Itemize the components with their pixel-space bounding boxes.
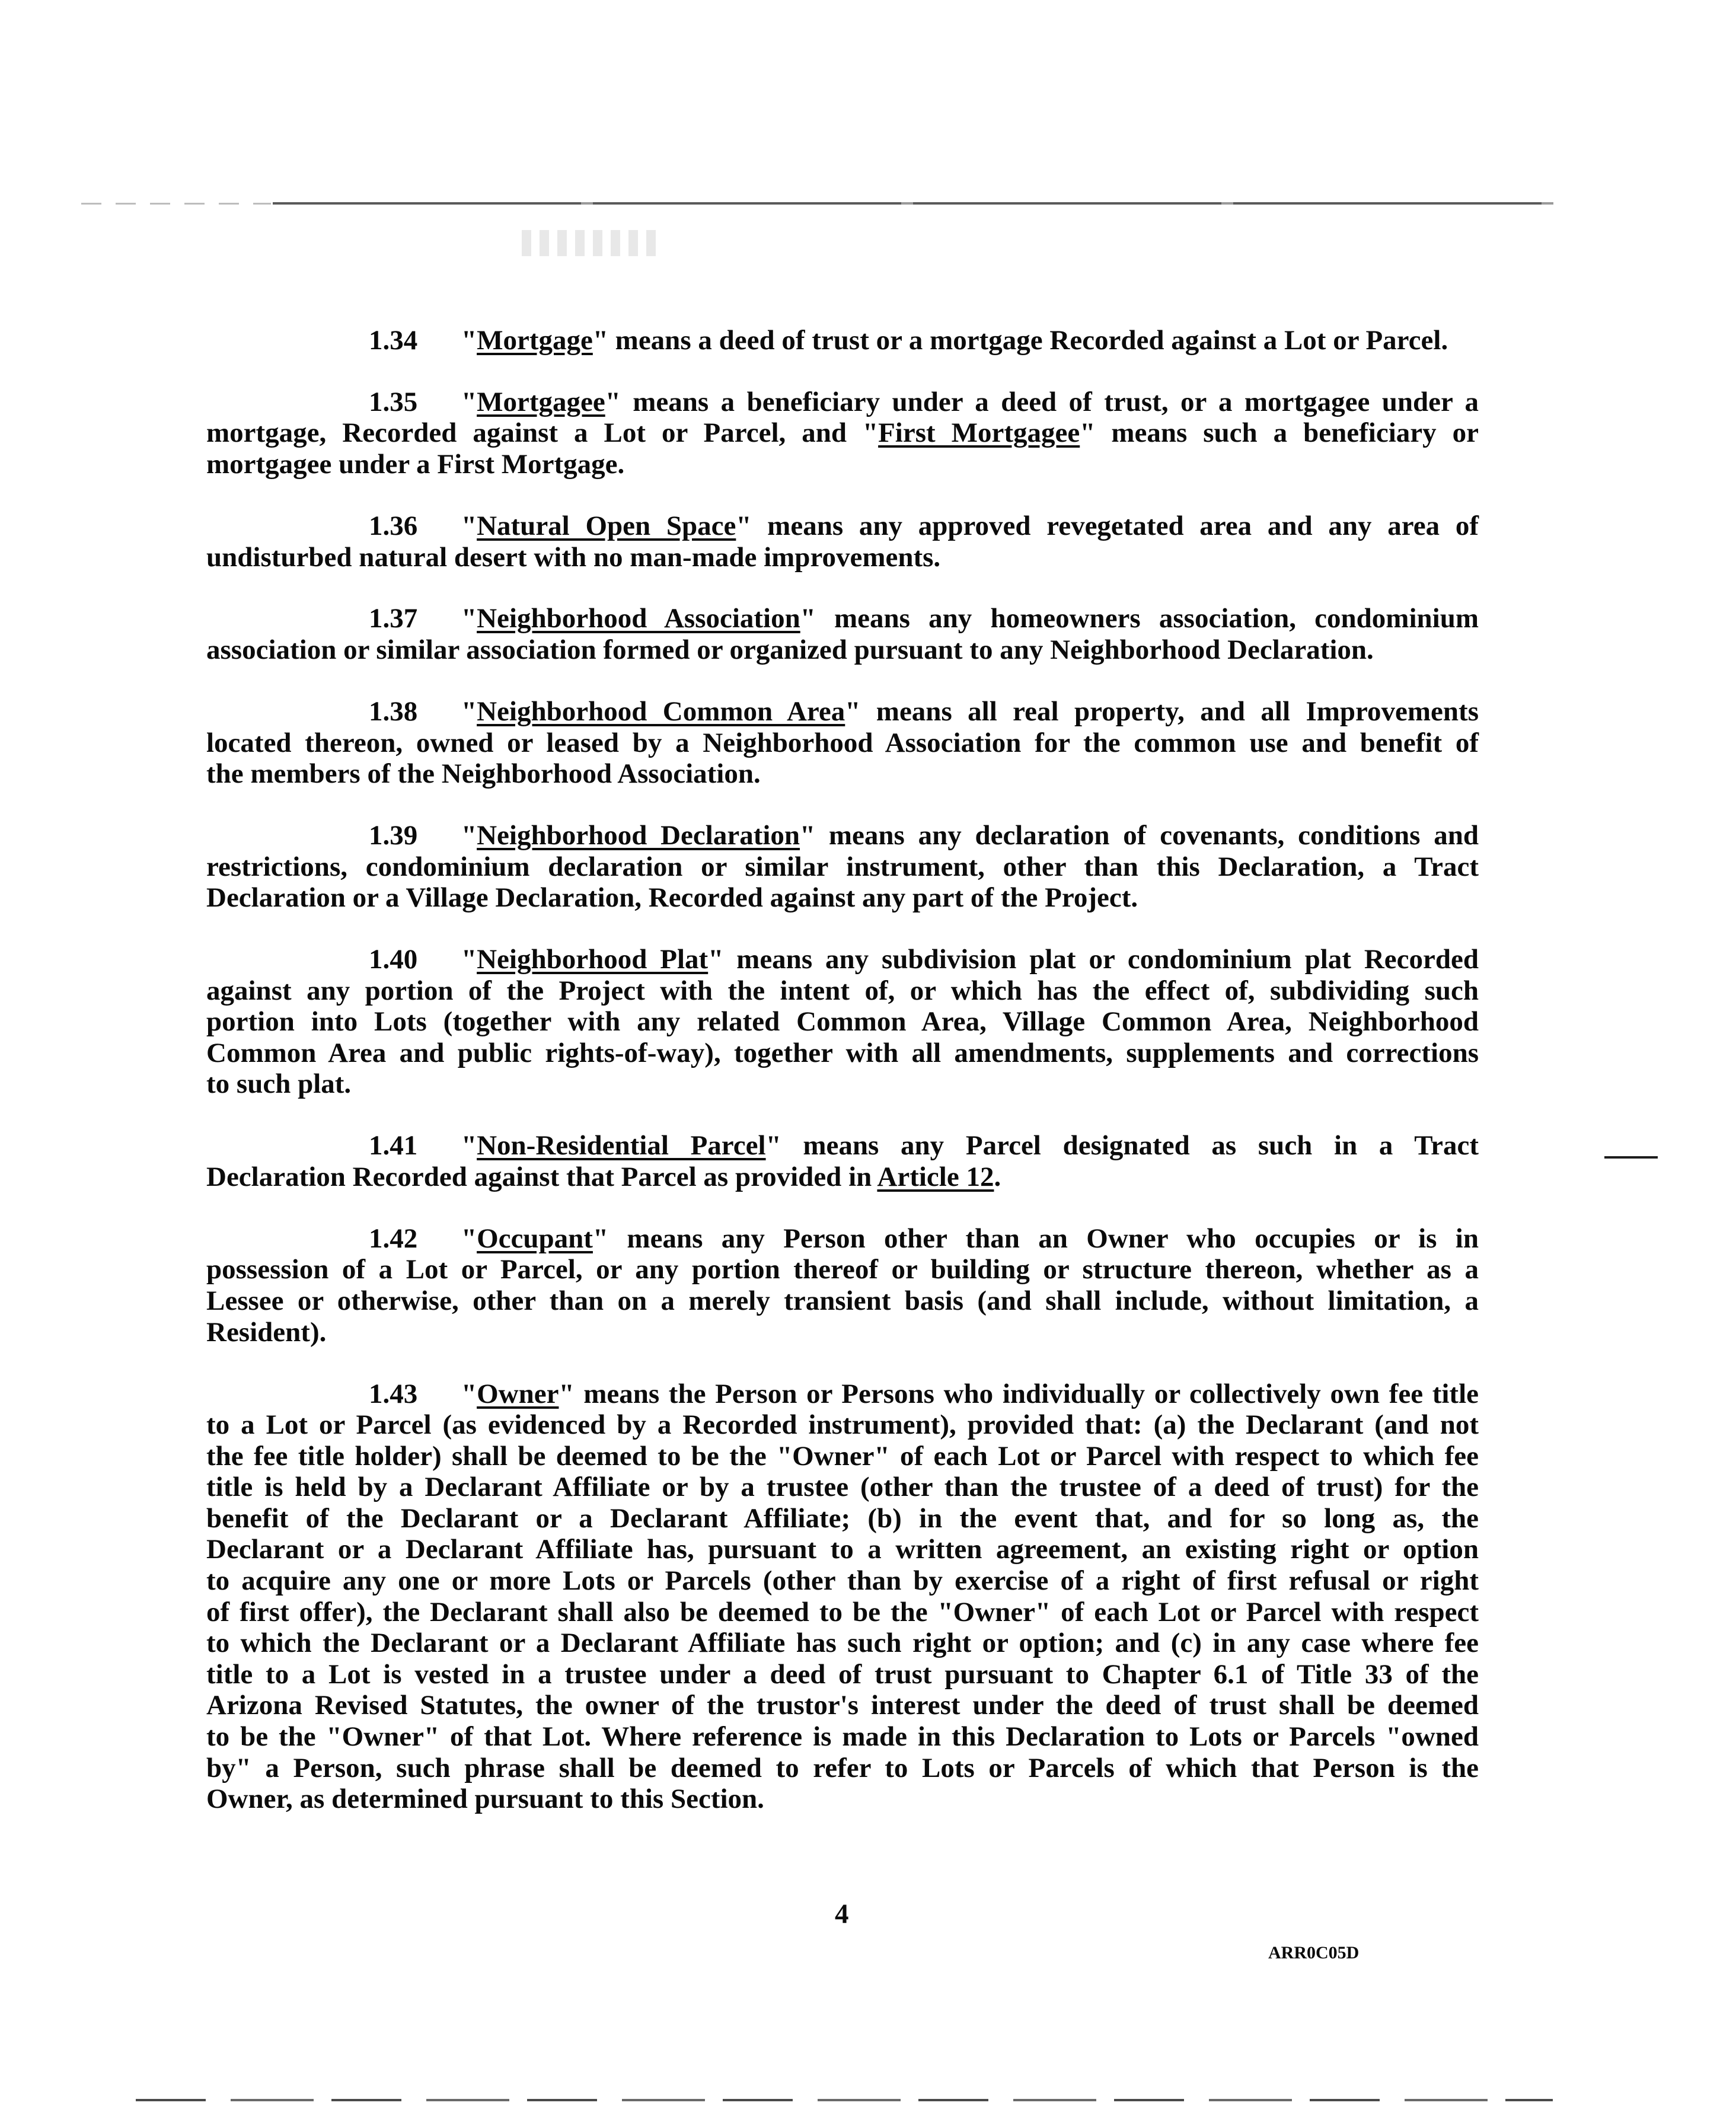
text-line (206, 1379, 1479, 1410)
text-run: " means any declaration of covenants, conditions and (800, 820, 1479, 851)
text-line (206, 1285, 1479, 1317)
text-line (206, 1223, 1479, 1255)
text-run: " (461, 325, 477, 356)
text-run: " means a beneficiary under a deed of trust, or a mortgagee under a (605, 386, 1479, 417)
section-number: 1.35 (369, 386, 418, 417)
text-run: to which the Declarant or a Declarant Affiliate has such right or option; and (c) in any case where fee (206, 1628, 1479, 1659)
margin-mark (1604, 1156, 1658, 1159)
text-run: restrictions, condominium declaration or similar instrument, other than this Declaration, a Tract (206, 851, 1479, 882)
definition-1-42 (206, 1223, 1479, 1348)
section-number: 1.36 (369, 510, 418, 541)
text-line (206, 882, 1479, 914)
text-run: " means a deed of trust or a mortgage Recorded against a Lot or Parcel. (592, 325, 1448, 356)
page-number: 4 (835, 1899, 849, 1929)
section-number: 1.41 (369, 1130, 418, 1162)
text-line (206, 1565, 1479, 1597)
text-run: Owner, as determined pursuant to this Section. (206, 1783, 764, 1815)
definition-1-40 (206, 944, 1479, 1100)
definition-1-34 (206, 325, 1479, 356)
text-line (206, 1130, 1479, 1162)
section-number: 1.42 (369, 1223, 418, 1254)
text-run: " (461, 386, 477, 417)
text-line (206, 1409, 1479, 1441)
text-run: " (461, 944, 477, 975)
section-number: 1.43 (369, 1378, 418, 1409)
text-run: " means any Parcel designated as such in a Tract (765, 1130, 1479, 1162)
text-run: . (994, 1161, 1001, 1192)
text-line (206, 542, 1479, 573)
defined-term: Article 12 (877, 1161, 994, 1192)
text-line (206, 820, 1479, 851)
text-line (206, 1038, 1479, 1069)
defined-term: Non-Residential Parcel (477, 1130, 766, 1162)
text-run: to be the "Owner" of that Lot. Where reference is made in this Declaration to Lots or Parcels "owned (206, 1721, 1479, 1753)
top-rule (273, 202, 1553, 205)
text-run: " (461, 603, 477, 634)
section-number: 1.38 (369, 695, 418, 727)
text-line (206, 1534, 1479, 1565)
text-run: " means any approved revegetated area and any area of (736, 510, 1479, 541)
defined-term: Occupant (477, 1223, 593, 1254)
text-run: against any portion of the Project with the intent of, or which has the effect of, subdividing such (206, 975, 1479, 1006)
defined-term: Mortgagee (477, 386, 605, 417)
definition-1-39 (206, 820, 1479, 914)
text-run: " (461, 1378, 477, 1409)
text-run: " (461, 1223, 477, 1254)
text-line (206, 944, 1479, 975)
definition-1-38 (206, 696, 1479, 790)
text-run: Arizona Revised Statutes, the owner of the trustor's interest under the deed of trust shall be deemed (206, 1690, 1479, 1721)
text-run: Common Area and public rights-of-way), together with all amendments, supplements and corrections (206, 1037, 1479, 1068)
text-run: Declarant or a Declarant Affiliate has, pursuant to a written agreement, an existing right or option (206, 1534, 1479, 1565)
text-line (206, 1659, 1479, 1690)
text-run: the members of the Neighborhood Association. (206, 758, 761, 790)
text-line (206, 728, 1479, 759)
text-run: mortgage, Recorded against a Lot or Parcel, and " (206, 417, 879, 449)
text-line (206, 1503, 1479, 1534)
text-line (206, 975, 1479, 1007)
text-run: Declaration or a Village Declaration, Recorded against any part of the Project. (206, 882, 1138, 914)
document-body (206, 325, 1479, 1845)
faint-stamp (522, 230, 664, 256)
text-run: to such plat. (206, 1068, 352, 1100)
text-run: Resident). (206, 1316, 327, 1348)
section-number: 1.34 (369, 325, 418, 356)
document-code: ARR0C05D (1268, 1943, 1360, 1963)
text-run: mortgagee under a First Mortgage. (206, 449, 625, 480)
text-run: association or similar association formed or organized pursuant to any Neighborhood Declaration. (206, 634, 1374, 666)
defined-term: Mortgage (477, 325, 593, 356)
text-run: of first offer), the Declarant shall also be deemed to be the "Owner" of each Lot or Parcel with respect (206, 1596, 1479, 1628)
text-line (206, 696, 1479, 728)
text-line (206, 1753, 1479, 1784)
text-run: " (461, 510, 477, 541)
text-run: to acquire any one or more Lots or Parcels (other than by exercise of a right of first refusal or right (206, 1565, 1479, 1597)
text-line (206, 1006, 1479, 1038)
text-line (206, 1317, 1479, 1348)
text-line (206, 1597, 1479, 1628)
text-line (206, 603, 1479, 634)
text-run: located thereon, owned or leased by a Neighborhood Association for the common use and benefit of (206, 727, 1479, 758)
text-line (206, 387, 1479, 418)
text-line (206, 1254, 1479, 1285)
top-rule-faint (81, 203, 271, 205)
text-run: title is held by a Declarant Affiliate or by a trustee (other than the trustee of a deed of trust) for the (206, 1472, 1479, 1503)
defined-term: Neighborhood Declaration (477, 820, 800, 851)
text-run: title to a Lot is vested in a trustee under a deed of trust pursuant to Chapter 6.1 of Title 33 of the (206, 1658, 1479, 1690)
text-line (206, 1162, 1479, 1193)
text-line (206, 1441, 1479, 1472)
text-line (206, 1783, 1479, 1815)
text-run: benefit of the Declarant or a Declarant Affiliate; (b) in the event that, and for so long as, the (206, 1502, 1479, 1534)
text-line (206, 1628, 1479, 1659)
text-run: portion into Lots (together with any related Common Area, Village Common Area, Neighborhood (206, 1006, 1479, 1038)
text-line (206, 449, 1479, 480)
defined-term: First Mortgagee (878, 417, 1080, 449)
text-run: undisturbed natural desert with no man-made improvements. (206, 541, 941, 573)
definition-1-37 (206, 603, 1479, 665)
text-run: " means any homeowners association, condominium (800, 603, 1479, 634)
defined-term: Neighborhood Plat (477, 944, 709, 975)
section-number: 1.39 (369, 820, 418, 851)
definition-1-35 (206, 387, 1479, 480)
defined-term: Neighborhood Common Area (477, 695, 845, 727)
defined-term: Natural Open Space (477, 510, 736, 541)
text-run: " (461, 820, 477, 851)
text-line (206, 1690, 1479, 1721)
defined-term: Neighborhood Association (477, 603, 800, 634)
text-run: " means such a beneficiary or (1080, 417, 1479, 449)
text-run: to a Lot or Parcel (as evidenced by a Recorded instrument), provided that: (a) the Declarant (and not (206, 1409, 1479, 1441)
definition-1-36 (206, 510, 1479, 573)
text-run: " means any Person other than an Owner who occupies or is in (592, 1223, 1479, 1254)
text-line (206, 510, 1479, 542)
text-run: " (461, 1130, 477, 1162)
text-run: " means the Person or Persons who individually or collectively own fee title (559, 1378, 1479, 1409)
text-line (206, 417, 1479, 449)
text-line (206, 634, 1479, 666)
text-run: Lessee or otherwise, other than on a merely transient basis (and shall include, without limitation, a (206, 1285, 1479, 1317)
text-run: the fee title holder) shall be deemed to be the "Owner" of each Lot or Parcel with respect to which fee (206, 1440, 1479, 1472)
text-line (206, 325, 1479, 356)
bottom-rule (136, 2099, 1553, 2101)
text-run: possession of a Lot or Parcel, or any portion thereof or building or structure thereon, whether as a (206, 1254, 1479, 1285)
text-run: by" a Person, such phrase shall be deemed to refer to Lots or Parcels of which that Person is the (206, 1752, 1479, 1783)
section-number: 1.37 (369, 603, 418, 634)
text-line (206, 851, 1479, 883)
section-number: 1.40 (369, 944, 418, 975)
text-run: " means all real property, and all Improvements (845, 695, 1479, 727)
defined-term: Owner (477, 1378, 559, 1409)
text-line (206, 1068, 1479, 1100)
text-line (206, 1721, 1479, 1753)
definition-1-41 (206, 1130, 1479, 1192)
definition-1-43 (206, 1379, 1479, 1815)
text-line (206, 758, 1479, 790)
text-run: Declaration Recorded against that Parcel as provided in (206, 1161, 877, 1192)
text-run: " (461, 695, 477, 727)
text-run: " means any subdivision plat or condominium plat Recorded (708, 944, 1479, 975)
text-line (206, 1472, 1479, 1503)
